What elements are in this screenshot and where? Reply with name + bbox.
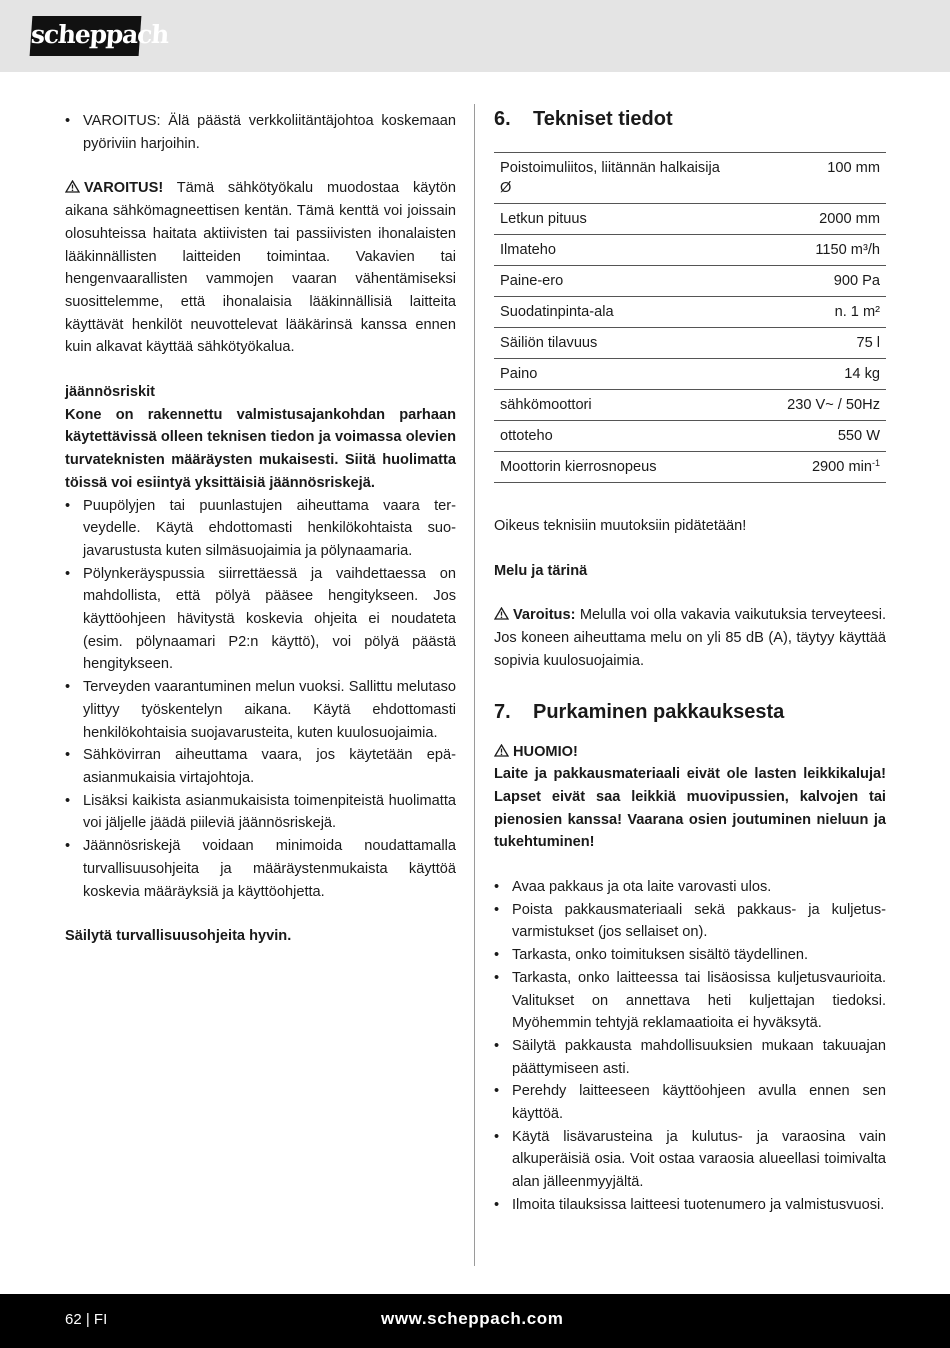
top-band	[0, 0, 950, 72]
residual-intro: Kone on rakennettu valmistusajankohdan parhaan käytettävissä olleen teknisen tiedon ja voimassa olevien turvateknisten määräysten mukaisesti. Siitä huolimatta töissä voi esiintyä yksittäisiä jäännösriskejä.	[65, 406, 456, 491]
residual-risk-list	[65, 495, 456, 904]
scheppach-logo: scheppach	[30, 16, 142, 56]
table-row: Säiliön tilavuus 75 l	[494, 328, 886, 359]
table-row: Paine-ero 900 Pa	[494, 266, 886, 297]
left-column	[65, 110, 456, 948]
list-item: • Terveyden vaarantuminen melun vuoksi. Sallittu melutaso ylittyy työskentelyn aikana. Käytä ehdottomasti henkilökohtaisia suojavarusteita, kuten kuulosuojaimia.	[65, 679, 456, 741]
list-item: • Tarkasta, onko toimituksen sisältö täydellinen.	[494, 947, 809, 964]
warning-text: Tämä sähkötyökalu muodostaa käytön aikana sähkömagneettisen kentän. Tämä kenttä voi joissain olosuhteissa haitata aktiivisten tai passiivisten ihonalaisten lääkinnällisten laitteiden toimintaa. Vakavien tai hengenvaarallisten vammojen vaaran vähentämiseksi suosittelemme, että ihonalaisia lääkinnällisiä laitteita käyttävät henkilöt neuvottelevat lääkärinsä kanssa ennen kuin alkavat käyttää sähkötyökalua.	[65, 180, 456, 356]
table-row: Letkun pituus 2000 mm	[494, 204, 886, 235]
warning-icon	[65, 180, 80, 193]
list-item: • Puupölyjen tai puunlastujen aiheuttama vaara terveydelle. Käytä ehdottomasti henkilökohtaista suojavarustusta kuten silmäsuojaimia ja pölynaamaria.	[65, 497, 456, 559]
list-item: • Pölynkeräyspussia siirrettäessä ja vaihdettaessa on mahdollista, että pölyä pääsee hengitykseen. Jos käyttöohjeen hävitystä koskevia ohjeita ei noudateta (esim. pölynaamari P2:n käyttö), voi pölyä päästä hengitykseen.	[65, 565, 456, 673]
list-item: • Lisäksi kaikista asianmukaisista toimenpiteistä huolimatta voi jäljelle jäädä piileviä jäännösriskejä.	[65, 792, 456, 832]
emf-warning	[65, 177, 456, 359]
page-number: 62 | FI	[65, 1311, 108, 1328]
list-item: • Ilmoita tilauksissa laitteesi tuotenumero ja valmistusvuosi.	[494, 1196, 885, 1213]
attention-label: HUOMIO!	[494, 741, 886, 764]
table-row: Ilmateho 1150 m³/h	[494, 235, 886, 266]
column-divider	[474, 104, 475, 1266]
residual-title: jäännösriskit	[65, 384, 156, 401]
table-row: Suodatinpinta-ala n. 1 m²	[494, 297, 886, 328]
table-row: sähkömoottori 230 V~ / 50Hz	[494, 390, 886, 421]
warning-label: VAROITUS!	[84, 180, 164, 197]
table-row: Poistoimuliitos, liitännän halkaisija Ø 100 mm	[494, 153, 886, 204]
warning-icon	[494, 744, 509, 757]
unpacking-list	[494, 876, 886, 1217]
warning-icon	[494, 607, 509, 620]
list-item: • Avaa pakkaus ja ota laite varovasti ulos.	[494, 879, 772, 896]
noise-warning: Varoitus: Melulla voi olla vakavia vaikutuksia terveyteesi. Jos koneen aiheuttama melu on yli 85 dB (A), täytyy käyttää sopivia kuulosuojaimia.	[494, 607, 886, 669]
list-item: • Käytä lisävarusteina ja kulutus- ja varaosina vain alkuperäisiä osia. Voit ostaa varaosia alueellasi toimivalta alan jälleenmyyjältä.	[494, 1128, 886, 1191]
top-bullet-list	[65, 110, 456, 155]
table-row: Moottorin kierrosnopeus 2900 $\min^{-1}$	[494, 452, 886, 483]
list-item: • VAROITUS: Älä päästä verkkoliitäntäjohtoa koskemaan pyöriviin harjoihin.	[65, 113, 456, 152]
footer-bar	[0, 1294, 950, 1348]
list-item: • Sähkövirran aiheuttama vaara, jos käytetään epäasianmukaisia virtajohtoja.	[65, 747, 456, 786]
tech-spec-table	[494, 152, 886, 483]
table-row: ottoteho 550 W	[494, 421, 886, 452]
rights-note: Oikeus teknisiin muutoksiin pidätetään!	[494, 518, 747, 534]
keep-instructions-note: Säilytä turvallisuusohjeita hyvin.	[65, 928, 292, 945]
list-item: • Perehdy laitteeseen käyttöohjeen avulla ennen sen käyttöä.	[494, 1083, 886, 1123]
list-item: • Säilytä pakkausta mahdollisuuksien mukaan takuuajan päättymiseen asti.	[494, 1037, 886, 1077]
list-item: • Jäännösriskejä voidaan minimoida noudattamalla turvallisuusohjeita ja määräystenmukaista käyttöä koskevia määräyksiä ja käyttöohjetta.	[65, 838, 456, 900]
list-item: • Tarkasta, onko laitteessa tai lisäosissa kuljetusvaurioita. Valitukset on annettava heti kuljettajan tiedoksi. Myöhemmin tehtyjä reklamaatioita ei hyväksytä.	[494, 969, 886, 1032]
noise-title: Melu ja tärinä	[494, 562, 588, 579]
list-item: • Poista pakkausmateriaali sekä pakkaus- ja kuljetusvarmistukset (jos sellaiset on).	[494, 901, 886, 941]
website-link[interactable]: www.scheppach.com	[381, 1309, 564, 1328]
section-heading: 6. Tekniset tiedot	[494, 108, 673, 130]
table-row: Paino 14 kg	[494, 359, 886, 390]
attention-text: Laite ja pakkausmateriaali eivät ole lasten leikkikaluja! Lapset eivät saa leikkiä muovipussien, kalvojen tai pienosien kanssa! Vaarana osien joutuminen nieluun ja tukehtuminen!	[494, 766, 886, 851]
right-column	[494, 104, 886, 1217]
section-heading: 7. Purkaminen pakkauksesta	[494, 700, 785, 723]
